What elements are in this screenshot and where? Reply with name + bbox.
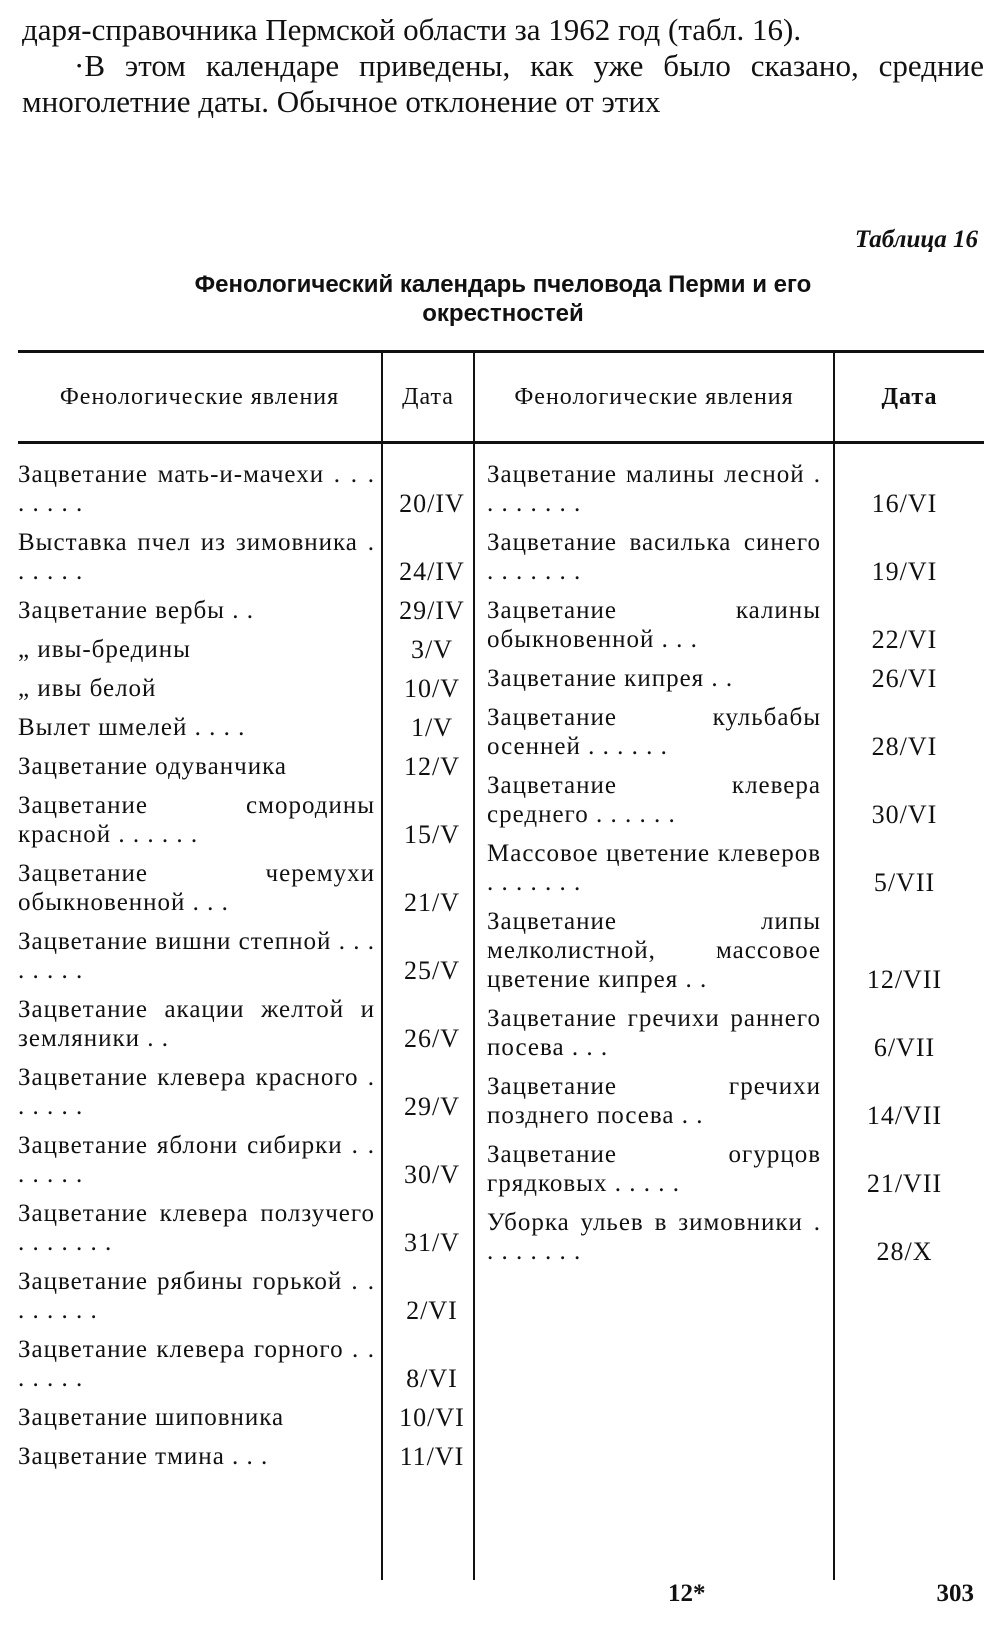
right-row-name [475, 1140, 833, 1198]
left-row-name [18, 1442, 381, 1471]
date-value: 3/V [411, 635, 453, 664]
phenomenon-label: Зацветание мать-и-мачехи . . . . . . . . [18, 461, 375, 517]
right-phenomena-list [475, 444, 833, 1580]
phenomenon-label: Зацветание акации желтой и земляники . . [18, 996, 375, 1052]
left-row-name [18, 927, 381, 985]
right-row-name [475, 664, 833, 693]
left-row-date [383, 1267, 473, 1325]
left-row-name [18, 1403, 381, 1432]
left-row-name [18, 859, 381, 917]
date-value: 21/V [404, 888, 460, 917]
right-row-date [835, 1072, 984, 1130]
left-row-date [383, 995, 473, 1053]
left-row-name [18, 752, 381, 781]
left-date-list [383, 444, 473, 1580]
date-value: 28/X [876, 1237, 933, 1266]
right-row-date [835, 664, 984, 693]
phenomenon-label: Зацветание клевера горного . . . . . . . [18, 1336, 375, 1392]
phenomenon-label: Зацветание кульбабы осенней . . . . . . [487, 704, 821, 760]
left-phenomena-column [18, 443, 382, 1581]
date-value: 25/V [404, 956, 460, 985]
right-row-name [475, 1004, 833, 1062]
date-value: 26/V [404, 1024, 460, 1053]
date-value: 30/VI [871, 800, 938, 829]
table-title [18, 270, 988, 328]
left-row-date [383, 859, 473, 917]
date-value: 29/IV [399, 596, 465, 625]
left-row-date [383, 713, 473, 742]
date-value: 28/VI [871, 732, 938, 761]
table-label: Таблица 16 [854, 226, 978, 253]
right-date-list [835, 444, 984, 1580]
left-row-date [383, 1063, 473, 1121]
left-row-name [18, 713, 381, 742]
phenomenon-label: Зацветание клевера красного . . . . . . [18, 1064, 375, 1120]
right-row-date [835, 839, 984, 897]
intro-line-1: даря-справочника Пермской области за 1962 год (табл. 16). [22, 12, 802, 47]
right-row-date [835, 1208, 984, 1266]
header-phenomena-right: Фенологические явления [474, 352, 834, 443]
phenomenon-label: Массовое цветение клеверов . . . . . . . [487, 840, 821, 896]
right-row-date [835, 771, 984, 829]
left-row-date [383, 1335, 473, 1393]
date-value: 11/VI [399, 1442, 465, 1471]
right-row-date [835, 703, 984, 761]
right-row-name [475, 839, 833, 897]
phenomenon-label: Зацветание гречихи раннего посева . . . [487, 1005, 821, 1061]
right-row-date [835, 1004, 984, 1062]
page-number: 303 [936, 1580, 974, 1607]
phenomenon-label: Выставка пчел из зимовника . . . . . . [18, 529, 375, 585]
left-row-date [383, 674, 473, 703]
table-header-row [18, 352, 984, 443]
phenomenon-label: Зацветание смородины красной . . . . . . [18, 792, 375, 848]
left-row-date [383, 635, 473, 664]
date-value: 16/VI [871, 489, 938, 518]
left-row-name [18, 635, 381, 664]
left-row-date [383, 1403, 473, 1432]
left-row-date [383, 460, 473, 518]
phenomenon-label: Зацветание шиповника [18, 1404, 285, 1431]
phenomenon-label: Зацветание гречихи позднего посева . . [487, 1073, 821, 1129]
right-date-column [834, 443, 984, 1581]
phenomenon-label: Зацветание клевера ползучего . . . . . . . [18, 1200, 375, 1256]
phenomenon-label: Уборка ульев в зимовники . . . . . . . . [487, 1209, 821, 1265]
date-value: 10/V [404, 674, 460, 703]
date-value: 2/VI [406, 1296, 458, 1325]
left-row-date [383, 596, 473, 625]
phenomenon-label: Зацветание огурцов грядковых . . . . . [487, 1141, 821, 1197]
date-value: 12/VII [866, 965, 943, 994]
left-row-name [18, 674, 381, 703]
right-row-date [835, 596, 984, 654]
phenomenon-label: Зацветание вишни степной . . . . . . . . [18, 928, 375, 984]
phenomenon-label: Зацветание тмина . . . [18, 1443, 269, 1470]
date-value: 20/IV [399, 489, 465, 518]
phenomenon-label: Зацветание яблони сибирки . . . . . . . [18, 1132, 375, 1188]
right-row-name [475, 771, 833, 829]
header-date-right: Дата [834, 352, 984, 443]
right-row-name [475, 703, 833, 761]
left-row-date [383, 1131, 473, 1189]
left-phenomena-list [18, 444, 381, 1580]
right-phenomena-column [474, 443, 834, 1581]
date-value: 29/V [404, 1092, 460, 1121]
date-value: 12/V [404, 752, 460, 781]
left-row-date [383, 1442, 473, 1471]
right-row-date [835, 1140, 984, 1198]
phenomenon-label: Зацветание кипрея . . [487, 665, 734, 692]
left-row-name [18, 528, 381, 586]
table-title-line-1: Фенологический календарь пчеловода Перми и его [194, 271, 812, 298]
phenomenon-label: Зацветание липы мелколистной, массовое цветение кипрея . . [487, 908, 821, 993]
right-row-name [475, 596, 833, 654]
date-value: 6/VII [873, 1033, 936, 1062]
date-value: 8/VI [406, 1364, 458, 1393]
right-row-name [475, 1072, 833, 1130]
left-date-column [382, 443, 474, 1581]
left-row-name [18, 1267, 381, 1325]
intro-line-2: ·В этом календаре приведены, как уже было сказано, средние многолетние даты. Обычное отклонение от этих [22, 48, 984, 119]
date-value: 10/VI [399, 1403, 465, 1432]
header-phenomena-left: Фенологические явления [18, 352, 382, 443]
left-row-name [18, 995, 381, 1053]
date-value: 22/VI [871, 625, 938, 654]
date-value: 14/VII [866, 1101, 943, 1130]
left-row-date [383, 1199, 473, 1257]
right-row-name [475, 907, 833, 994]
phenomenon-label: „ ивы-бредины [18, 636, 191, 663]
phenomenon-label: „ ивы белой [18, 675, 157, 702]
date-value: 1/V [411, 713, 453, 742]
intro-paragraph [22, 12, 984, 120]
date-value: 31/V [404, 1228, 460, 1257]
date-value: 19/VI [871, 557, 938, 586]
date-value: 30/V [404, 1160, 460, 1189]
book-page [18, 0, 988, 1650]
left-row-date [383, 528, 473, 586]
date-value: 21/VII [866, 1169, 943, 1198]
table-title-line-2: окрестностей [422, 300, 584, 327]
phenomenon-label: Зацветание вербы . . [18, 597, 254, 624]
date-value: 15/V [404, 820, 460, 849]
date-value: 24/IV [399, 557, 465, 586]
header-date-left: Дата [382, 352, 474, 443]
date-value: 5/VII [873, 868, 936, 897]
phenology-table [18, 350, 984, 1580]
left-row-date [383, 927, 473, 985]
date-value: 26/VI [871, 664, 938, 693]
signature-mark: 12* [668, 1580, 706, 1607]
phenomenon-label: Зацветание малины лесной . . . . . . . . [487, 461, 821, 517]
left-row-name [18, 596, 381, 625]
left-row-name [18, 1131, 381, 1189]
left-row-name [18, 1063, 381, 1121]
left-row-date [383, 791, 473, 849]
right-row-name [475, 528, 833, 586]
phenomenon-label: Зацветание клевера среднего . . . . . . [487, 772, 821, 828]
right-row-date [835, 907, 984, 994]
left-row-name [18, 1199, 381, 1257]
table-body-row [18, 443, 984, 1581]
phenomenon-label: Вылет шмелей . . . . [18, 714, 246, 741]
right-row-date [835, 460, 984, 518]
left-row-date [383, 752, 473, 781]
phenomenon-label: Зацветание черемухи обыкновенной . . . [18, 860, 375, 916]
phenomenon-label: Зацветание одуванчика [18, 753, 287, 780]
phenomenon-label: Зацветание василька синего . . . . . . . [487, 529, 821, 585]
phenomenon-label: Зацветание рябины горькой . . . . . . . . [18, 1268, 375, 1324]
left-row-name [18, 1335, 381, 1393]
right-row-name [475, 1208, 833, 1266]
phenomenon-label: Зацветание калины обыкновенной . . . [487, 597, 821, 653]
right-row-date [835, 528, 984, 586]
left-row-name [18, 460, 381, 518]
right-row-name [475, 460, 833, 518]
left-row-name [18, 791, 381, 849]
